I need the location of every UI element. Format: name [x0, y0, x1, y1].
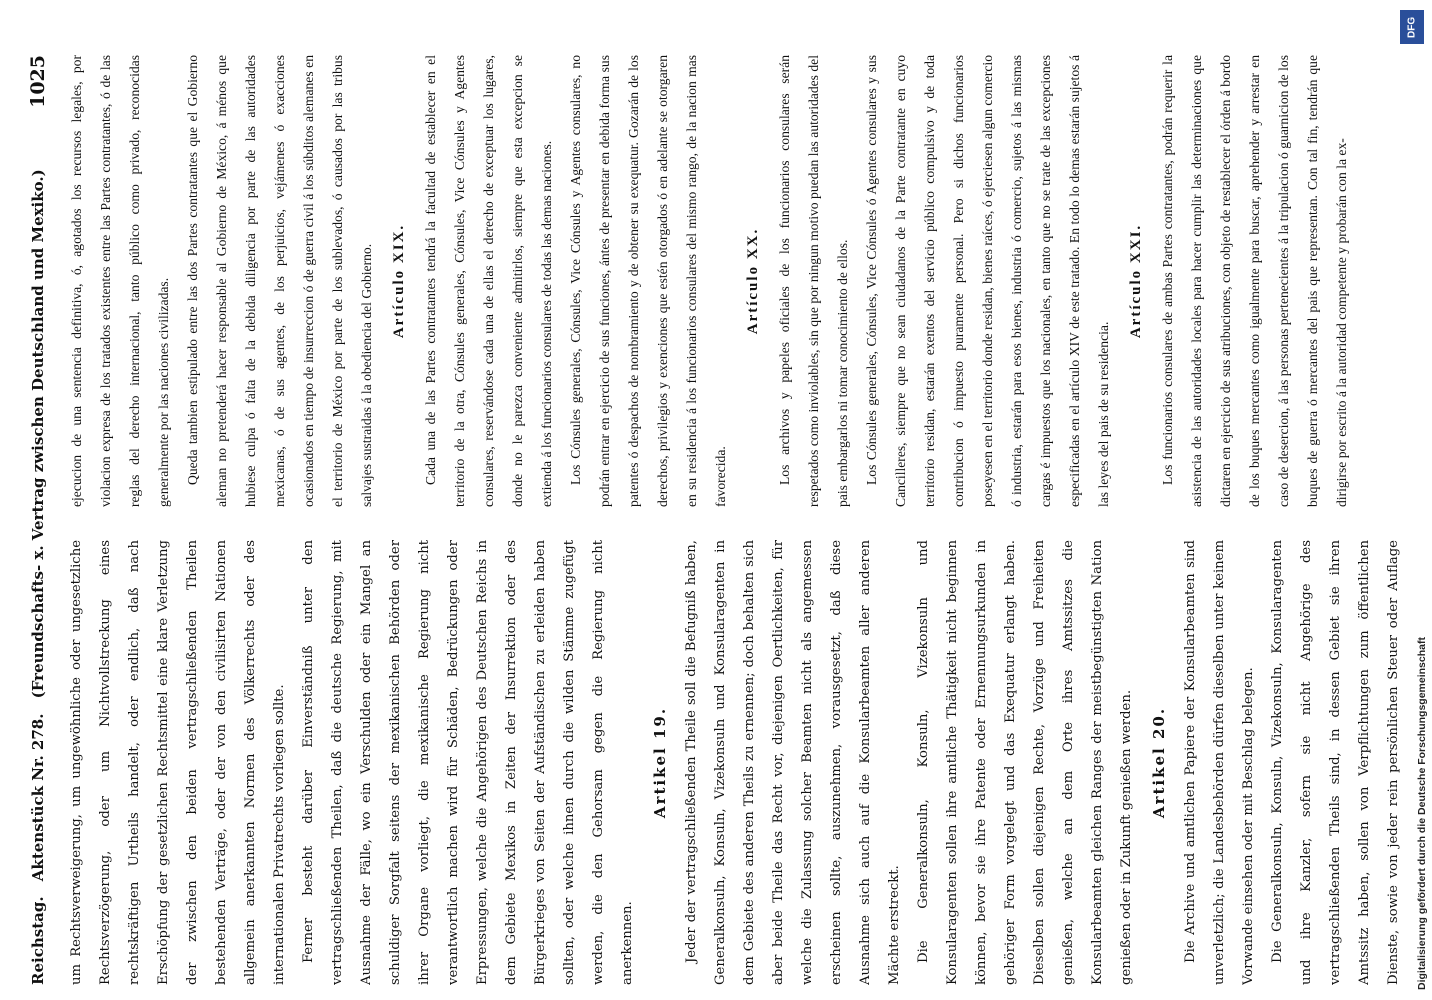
digitisation-credit: Digitalisierung gefördert durch die Deutsche Forschungsgemeinschaft — [1416, 637, 1428, 990]
spanish-article-heading: Artículo XXI. — [1128, 223, 1144, 339]
header-document-number: Aktenstück Nr. 278. — [29, 713, 47, 882]
header-publication: Reichstag. — [29, 896, 47, 985]
spanish-paragraph: Los funcionarios consulares de ambas Partes contratantes, podrán requerir la asistencia de las autoridades locales para hacer cumplir las determinaciones que dictaren en ejercicio de sus atribuciones, con objeto de restablecer el órden á bordo de los buques mercantes como igualmente para buscar, aprehender y arrestar en caso de desercion, á las personas pertenecientes á la tripulacion ó guarnicion de los buques de guerra ó mercantes del pais que representan. Con tal fin, tendrán que dirigirse por escrito á la autoridad competente y probarán con la ex- — [1160, 55, 1349, 507]
german-paragraph: Die Archive und amtlichen Papiere der Konsularbeamten sind unverletzlich; die Landesbehörden dürfen dieselben unter keinem Vorwande einsehen oder mit Beschlag belegen. — [1183, 540, 1256, 985]
spanish-article-heading: Artículo XIX. — [391, 223, 407, 339]
german-paragraph: um Rechtsverweigerung, um ungewöhnliche oder ungesetzliche Rechtsverzögerung, oder um Nichtvollstreckung eines rechtskräftigen Urtheils handelt, oder endlich, daß nach Erschöpfung der gesetzlichen Rechtsmittel eine klare Verletzung der zwischen den beiden vertragschließenden Theilen bestehenden Verträge, oder der von den civilisirten Nationen allgemein anerkannten Normen des Völkerrechts oder des internationalen Privatrechts vorliegen sollte. — [69, 540, 287, 985]
german-article-heading: Artikel 20. — [1150, 706, 1168, 819]
german-paragraph: Die Generalkonsuln, Konsuln, Vizekonsuln und Konsularagenten sollen ihre amtliche Thätigkeit nicht beginnen können, bevor sie ihre Patente oder Ernennungsurkunden in gehöriger Form vorgelegt und das Exequatur erlangt haben. Dieselben sollen diejenigen Rechte, Vorzüge und Freiheiten genießen, welche an dem Orte ihres Amtssitzes die Konsularbeamten gleichen Ranges der meistbegünstigten Nation genießen oder in Zukunft genießen werden. — [916, 540, 1134, 985]
rotated-page — [10, 55, 1410, 985]
page-header — [18, 55, 58, 985]
spanish-paragraph: ejecucion de una sentencia definitiva, ó, agotados los recursos legales, por violacion expresa de los tratados existentes entre las Partes contratantes, ó de las reglas del derecho internacional, tanto público como privado, reconocidas generalmente por las naciones civilizadas. — [69, 55, 171, 507]
digitisation-banner — [1398, 0, 1428, 1000]
spanish-paragraph: Queda tambien estipulado entre las dos Partes contratantes que el Gobierno aleman no pretenderá hacer responsable al Gobierno de México, á ménos que hubiese culpa ó falta de la debida diligencia por parte de las autoridades mexicanas, ó de sus agentes, de los perjuicios, vejámenes ó exacciones ocasionados en tiempo de insurreccion ó de guerra civil á los súbditos alemanes en el territorio de México por parte de los sublevados, ó causados por las tribus salvajes sustraidas á la obediencia del Gobierno. — [185, 55, 374, 507]
german-paragraph: Die Generalkonsuln, Konsuln, Vizekonsuln, Konsularagenten und ihre Kanzler, sofern sie nicht Angehörige des vertragschließenden Theils sind, in dessen Gebiet sie ihren Amtssitz haben, sollen von Verpflichtungen zum öffentlichen Dienste, sowie von jeder rein persönlichen Steuer oder Auflage — [1270, 540, 1401, 985]
german-article-heading: Artikel 19. — [651, 706, 669, 819]
spanish-column — [62, 55, 1402, 507]
german-paragraph: Jeder der vertragschließenden Theile soll die Befugniß haben, Generalkonsuln, Konsuln, Vizekonsuln und Konsularagenten in dem Gebiete des anderen Theils zu ernennen; doch behalten sich aber beide Theile das Recht vor, diejenigen Oertlichkeiten, für welche die Zulassung solcher Beamten nicht als angemessen erscheinen sollte, auszunehmen, vorausgesetzt, daß diese Ausnahme sich auch auf die Konsularbeamten aller anderen Mächte erstreckt. — [684, 540, 902, 985]
spanish-paragraph: Cada una de las Partes contratantes tendrá la facultad de establecer en el territorio de la otra, Cónsules generales, Cónsules, Vice Cónsules y Agentes consulares, reservándose cada una de ellas el derecho de exceptuar los lugares, donde no le parezca conveniente admitirlos, siempre que esta excepcion se extienda á los funcionarios consulares de todas las demas naciones. — [423, 55, 554, 507]
spanish-paragraph: Los Cónsules generales, Cónsules, Vice Cónsules ó Agentes consulares y sus Cancilleres, siempre que no sean ciudadanos de la Parte contratante en cuyo territorio residan, estarán exentos del servicio público compulsivo y de toda contribucion ó impuesto puramente personal. Pero si dichos funcionarios poseyesen en el territorio donde residan, bienes raíces, ó ejerciesen algun comercio ó industria, estarán para esos bienes, industria ó comercio, sujetos á las mismas cargas é impuestos que los nacionales, en tanto que no se trate de las excepciones especificadas en el artículo XIV de este tratado. En todo lo demas estarán sujetos á las leyes del pais de su residencia. — [864, 55, 1111, 507]
header-left — [29, 159, 47, 985]
german-column — [62, 540, 1402, 985]
header-treaty-title: (Freundschafts- x. Vertrag zwischen Deutschland und Mexiko.) — [29, 169, 47, 699]
spanish-paragraph: Los Cónsules generales, Cónsules, Vice Cónsules y Agentes consulares, no podrán entrar en ejercicio de sus funciones, ántes de presentar en debida forma sus patentes ó despachos de nombramiento y de obtener su exequatur. Gozarán de los derechos, privilegios y exenciones que estén otorgados ó en adelante se otorgaren en su residencia á los funcionarios consulares del mismo rango, de la nacion mas favorecida. — [568, 55, 728, 507]
spanish-article-heading: Artículo XX. — [745, 227, 761, 335]
german-paragraph: Ferner besteht darüber Einverständniß unter den vertragschließenden Theilen, daß die deutsche Regierung, mit Ausnahme der Fälle, wo ein Verschulden oder ein Mangel an schuldiger Sorgfalt seitens der mexikanischen Behörden oder ihrer Organe vorliegt, die mexikanische Regierung nicht verantwortlich machen wird für Schäden, Bedrückungen oder Erpressungen, welche die Angehörigen des Deutschen Reichs in dem Gebiete Mexikos in Zeiten der Insurrektion oder des Bürgerkrieges von Seiten der Aufständischen zu erleiden haben sollten, oder welche ihnen durch die wilden Stämme zugefügt werden, die den Gehorsam gegen die Regierung nicht anerkennen. — [301, 540, 635, 985]
dfg-logo: DFG — [1400, 10, 1424, 44]
page-number: 1025 — [27, 55, 49, 108]
spanish-paragraph: Los archivos y papeles oficiales de los funcionarios consulares serán respetados como inviolables, sin que por ningun motivo puedan las autoridades del pais embargarlos ni tomar conocimiento de ellos. — [777, 55, 850, 507]
